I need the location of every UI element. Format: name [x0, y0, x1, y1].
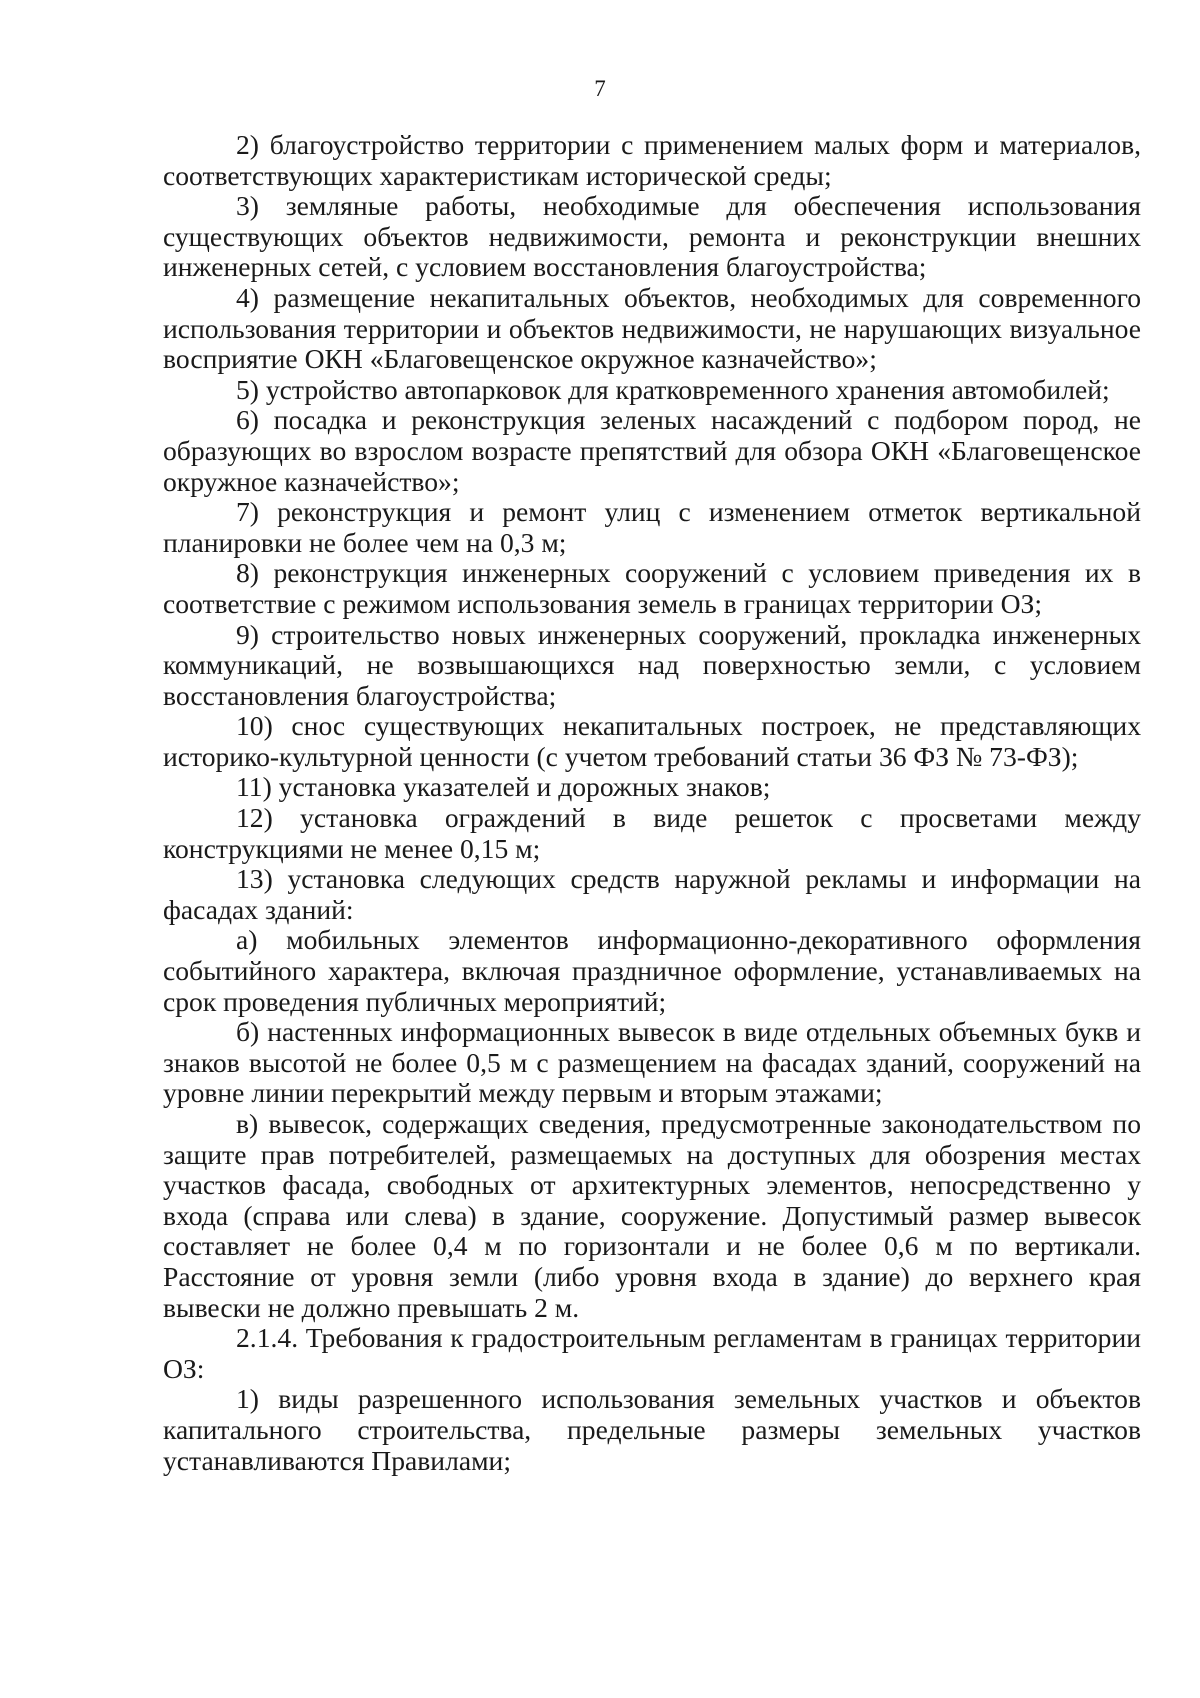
paragraph-item-13: 13) установка следующих средств наружной рекламы и информации на фасадах зданий: — [163, 863, 1141, 925]
paragraph-item-7: 7) реконструкция и ремонт улиц с изменением отметок вертикальной планировки не более чем на 0,3 м; — [163, 496, 1141, 558]
paragraph-subitem-b: б) настенных информационных вывесок в виде отдельных объемных букв и знаков высотой не более 0,5 м с размещением на фасадах зданий, сооружений на уровне линии перекрытий между первым и вторым этажами; — [163, 1016, 1141, 1109]
paragraph-item-9: 9) строительство новых инженерных сооружений, прокладка инженерных коммуникаций, не возвышающихся над поверхностью земли, с условием восстановления благоустройства; — [163, 618, 1141, 711]
paragraph-item-12: 12) установка ограждений в виде решеток с просветами между конструкциями не менее 0,15 м; — [163, 802, 1141, 864]
page-number: 7 — [594, 76, 606, 101]
paragraph-item-2: 2) благоустройство территории с применением малых форм и материалов, соответствующих характеристикам исторической среды; — [163, 129, 1141, 191]
paragraph-item-8: 8) реконструкция инженерных сооружений с условием приведения их в соответствие с режимом использования земель в границах территории ОЗ; — [163, 557, 1141, 619]
paragraph-item-5: 5) устройство автопарковок для кратковременного хранения автомобилей; — [236, 373, 1110, 405]
paragraph-item-11: 11) установка указателей и дорожных знаков; — [236, 771, 771, 803]
paragraph-subitem-v: в) вывесок, содержащих сведения, предусмотренные законодательством по защите прав потребителей, размещаемых на доступных для обозрения местах участков фасада, свободных от архитектурных элементов, непосредственно у входа (справа или слева) в здание, сооружение. Допустимый размер вывесок составляет не более 0,4 м по горизонтали и не более 0,6 м по вертикали. Расстояние от уровня земли (либо уровня входа в здание) до верхнего края вывески не должно превышать 2 м. — [163, 1108, 1141, 1323]
paragraph-item-3: 3) земляные работы, необходимые для обеспечения использования существующих объектов недвижимости, ремонта и реконструкции внешних инженерных сетей, с условием восстановления благоустройства; — [163, 190, 1141, 283]
document-body — [163, 130, 1141, 1476]
paragraph-item-1: 1) виды разрешенного использования земельных участков и объектов капитального строительства, предельные размеры земельных участков устанавливаются Правилами; — [163, 1383, 1141, 1476]
section-heading-2-1-4: 2.1.4. Требования к градостроительным регламентам в границах территории ОЗ: — [163, 1322, 1141, 1384]
paragraph-item-4: 4) размещение некапитальных объектов, необходимых для современного использования территории и объектов недвижимости, не нарушающих визуальное восприятие ОКН «Благовещенское окружное казначейство»; — [163, 281, 1141, 375]
paragraph-item-10: 10) снос существующих некапитальных построек, не представляющих историко-культурной ценности (с учетом требований статьи 36 ФЗ № 73-ФЗ); — [163, 710, 1141, 772]
paragraph-item-6: 6) посадка и реконструкция зеленых насаждений с подбором пород, не образующих во взрослом возрасте препятствий для обзора ОКН «Благовещенское окружное казначейство»; — [163, 404, 1141, 497]
paragraph-subitem-a: а) мобильных элементов информационно-декоративного оформления событийного характера, включая праздничное оформление, устанавливаемых на срок проведения публичных мероприятий; — [163, 924, 1141, 1017]
